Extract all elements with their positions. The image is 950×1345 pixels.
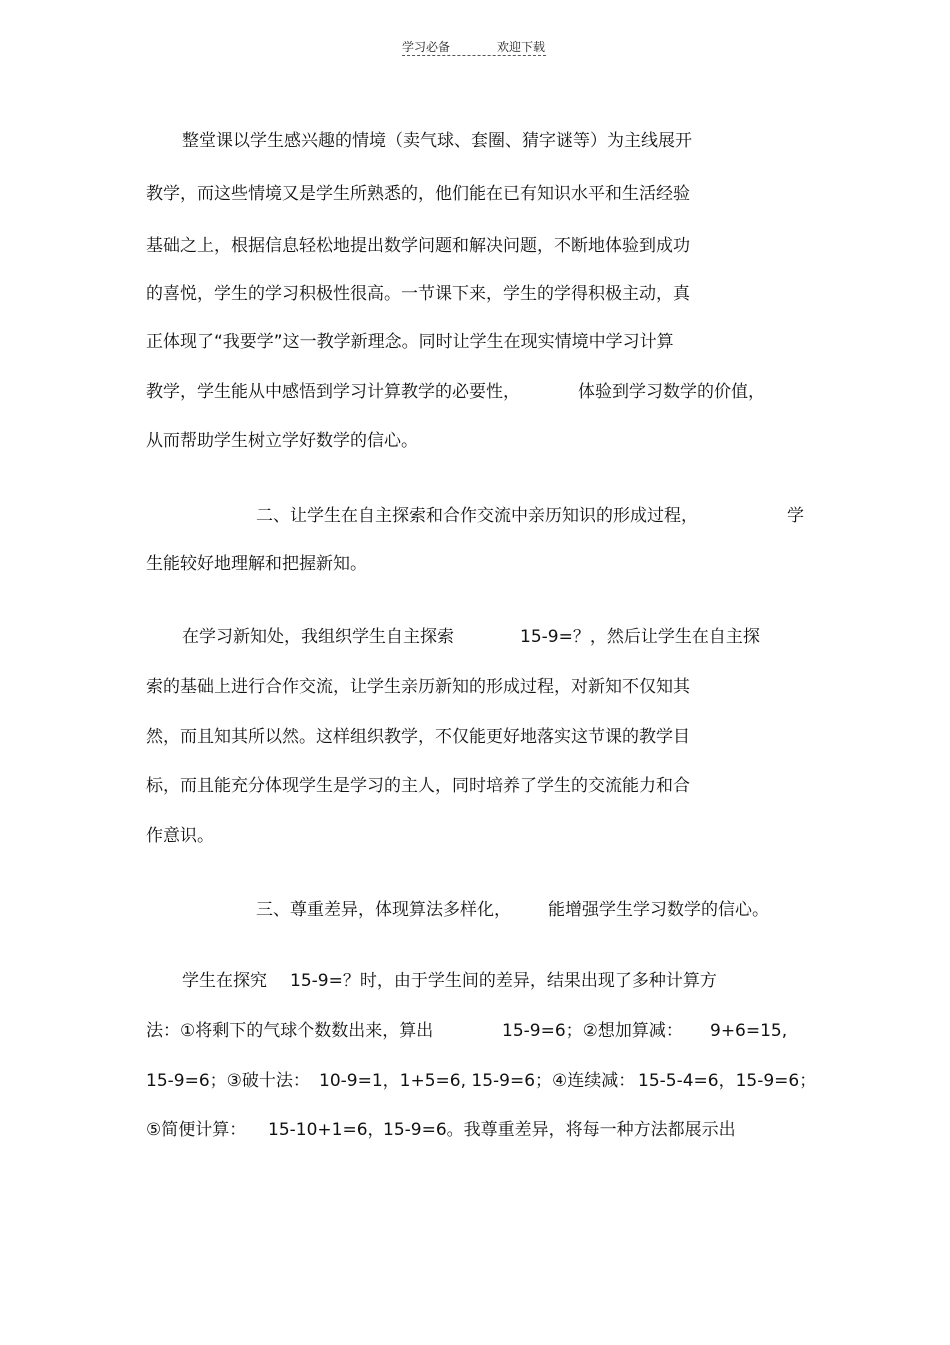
text-line: 15-9=？，然后让学生在自主探 — [520, 627, 760, 647]
text-line: 15-9=6。我尊重差异，将每一种方法都展示出 — [383, 1120, 736, 1140]
section-heading: 生能较好地理解和把握新知。 — [146, 554, 367, 574]
text-line: 基础之上，根据信息轻松地提出数学问题和解决问题，不断地体验到成功 — [146, 236, 690, 256]
text-line: 整堂课以学生感兴趣的情境（卖气球、套圈、猜字谜等）为主线展开 — [182, 131, 692, 151]
section-heading: 三、尊重差异，体现算法多样化， — [256, 900, 511, 920]
header-rule — [402, 55, 546, 56]
text-line: 15-5-4=6，15-9=6； — [638, 1071, 817, 1091]
text-line: 教学，而这些情境又是学生所熟悉的，他们能在已有知识水平和生活经验 — [146, 184, 690, 204]
text-line: 索的基础上进行合作交流，让学生亲历新知的形成过程，对新知不仅知其 — [146, 677, 690, 697]
section-heading: 能增强学生学习数学的信心。 — [548, 900, 769, 920]
text-line: 的喜悦，学生的学习积极性很高。一节课下来，学生的学得积极主动，真 — [146, 284, 690, 304]
text-line: 15-10+1=6， — [268, 1120, 385, 1140]
text-line: 正体现了“我要学”这一教学新理念。同时让学生在现实情境中学习计算 — [146, 332, 674, 352]
text-line: 标，而且能充分体现学生是学习的主人，同时培养了学生的交流能力和合 — [146, 776, 690, 796]
text-line: 法：①将剩下的气球个数数出来，算出 — [146, 1021, 434, 1041]
section-heading: 二、让学生在自主探索和合作交流中亲历知识的形成过程， — [256, 506, 698, 526]
header-right-text: 欢迎下载 — [497, 40, 546, 54]
text-line: 学生在探究 — [182, 971, 267, 991]
text-line: 15-9=？时，由于学生间的差异，结果出现了多种计算方 — [290, 971, 717, 991]
text-line: 在学习新知处，我组织学生自主探索 — [182, 627, 454, 647]
text-line: 15-9=6；③破十法： — [146, 1071, 310, 1091]
text-line: 体验到学习数学的价值， — [578, 382, 765, 402]
page-header — [0, 40, 950, 60]
header-left-text: 学习必备 — [402, 40, 451, 54]
text-line: 教学，学生能从中感悟到学习计算教学的必要性， — [146, 382, 520, 402]
text-line: 作意识。 — [146, 826, 214, 846]
text-line: 10-9=1，1+5=6, 15-9=6；④连续减： — [319, 1071, 636, 1091]
text-line: 然，而且知其所以然。这样组织教学，不仅能更好地落实这节课的教学目 — [146, 727, 690, 747]
text-line: 15-9=6；②想加算减： — [502, 1021, 683, 1041]
text-line: ⑤简便计算： — [146, 1120, 247, 1140]
text-line: 9+6=15, — [710, 1021, 788, 1041]
text-line: 从而帮助学生树立学好数学的信心。 — [146, 431, 418, 451]
section-heading: 学 — [787, 506, 804, 526]
